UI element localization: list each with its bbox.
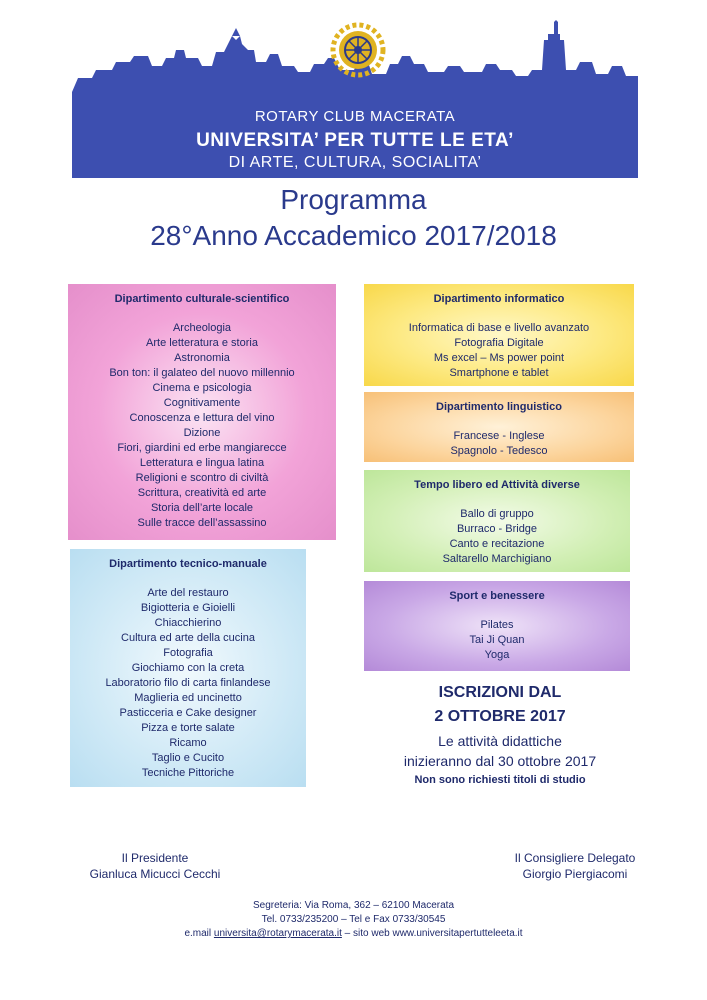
course-item: Saltarello Marchigiano [442, 553, 552, 565]
course-item: Smartphone e tablet [449, 367, 549, 379]
dept-tempo-libero-box [364, 470, 630, 572]
course-item: Scrittura, creatività ed arte [137, 487, 267, 499]
course-item: Astronomia [174, 352, 230, 364]
delegate-role: Il Consigliere Delegato [514, 851, 636, 865]
dept-culturale-box [68, 284, 336, 540]
dept-tecnico-box [70, 549, 306, 787]
dept-informatico-box [364, 284, 634, 386]
course-item: Arte del restauro [147, 587, 229, 599]
course-item: Dizione [183, 427, 221, 439]
course-item: Informatica di base e livello avanzato [408, 322, 590, 334]
dept-tempo-libero-heading: Tempo libero ed Attività diverse [414, 479, 580, 491]
rotary-logo [330, 22, 386, 78]
course-item: Burraco - Bridge [456, 523, 538, 535]
course-item: Ricamo [169, 737, 207, 749]
course-item: Canto e recitazione [449, 538, 545, 550]
dept-linguistico-heading: Dipartimento linguistico [436, 401, 562, 413]
course-item: Fiori, giardini ed erbe mangiarecce [117, 442, 287, 454]
registration-heading: ISCRIZIONI DAL [438, 684, 562, 701]
course-item: Bon ton: il galateo del nuovo millennio [109, 367, 295, 379]
footer-email-link[interactable]: universita@rotarymacerata.it [213, 928, 342, 939]
course-item: Pasticceria e Cake designer [119, 707, 257, 719]
club-name: ROTARY CLUB MACERATA [254, 108, 456, 125]
course-item: Giochiamo con la creta [131, 662, 245, 674]
course-item: Tecniche Pittoriche [141, 767, 235, 779]
registration-note-2: inizieranno dal 30 ottobre 2017 [403, 753, 597, 769]
dept-informatico-heading: Dipartimento informatico [433, 293, 565, 305]
dept-sport-box [364, 581, 630, 671]
president-name: Gianluca Micucci Cecchi [89, 867, 221, 881]
course-item: Tai Ji Quan [469, 634, 525, 646]
page-title: Programma [280, 184, 427, 215]
course-item: Cognitivamente [163, 397, 241, 409]
dept-tecnico-heading: Dipartimento tecnico-manuale [109, 558, 267, 570]
president-role: Il Presidente [121, 851, 189, 865]
dept-culturale-heading: Dipartimento culturale-scientifico [114, 293, 290, 305]
course-item: Ballo di gruppo [460, 508, 534, 520]
course-item: Pizza e torte salate [141, 722, 235, 734]
course-item: Taglio e Cucito [151, 752, 225, 764]
page-subtitle: 28°Anno Accademico 2017/2018 [150, 220, 557, 251]
course-item: Arte letteratura e storia [146, 337, 258, 349]
course-item: Conoscenza e lettura del vino [129, 412, 275, 424]
university-name: UNIVERSITA’ PER TUTTE LE ETA’ [196, 130, 514, 151]
course-item: Chiacchierino [154, 617, 222, 629]
registration-note-3: Non sono richiesti titoli di studio [414, 774, 586, 786]
footer-phone: Tel. 0733/235200 – Tel e Fax 0733/30545 [261, 914, 446, 925]
course-item: Storia dell’arte locale [150, 502, 254, 514]
registration-note-1: Le attività didattiche [438, 733, 562, 749]
dept-sport-heading: Sport e benessere [449, 590, 545, 602]
course-item: Yoga [484, 649, 510, 661]
course-item: Fotografia Digitale [454, 337, 544, 349]
footer-website[interactable]: – sito web www.universitapertutteleeta.it [344, 928, 523, 939]
course-item: Spagnolo - Tedesco [450, 445, 548, 457]
course-item: Fotografia [163, 647, 213, 659]
header-banner [72, 0, 638, 178]
course-item: Cinema e psicologia [152, 382, 252, 394]
course-item: Sulle tracce dell’assassino [137, 517, 267, 529]
course-item: Bigiotteria e Gioielli [140, 602, 236, 614]
university-tagline: DI ARTE, CULTURA, SOCIALITA’ [228, 154, 482, 171]
course-item: Pilates [480, 619, 514, 631]
course-item: Maglieria ed uncinetto [134, 692, 242, 704]
course-item: Laboratorio filo di carta finlandese [105, 677, 271, 689]
footer-contacts [0, 928, 707, 939]
dept-linguistico-box [364, 392, 634, 462]
course-item: Ms excel – Ms power point [433, 352, 565, 364]
course-item: Religioni e scontro di civiltà [135, 472, 269, 484]
registration-date: 2 OTTOBRE 2017 [434, 708, 566, 725]
course-item: Letteratura e lingua latina [139, 457, 265, 469]
delegate-name: Giorgio Piergiacomi [522, 867, 628, 881]
course-item: Francese - Inglese [453, 430, 545, 442]
footer-email-label: e.mail [184, 928, 212, 939]
footer-address: Segreteria: Via Roma, 362 – 62100 Macerata [252, 900, 455, 911]
course-item: Archeologia [172, 322, 232, 334]
course-item: Cultura ed arte della cucina [121, 632, 255, 644]
